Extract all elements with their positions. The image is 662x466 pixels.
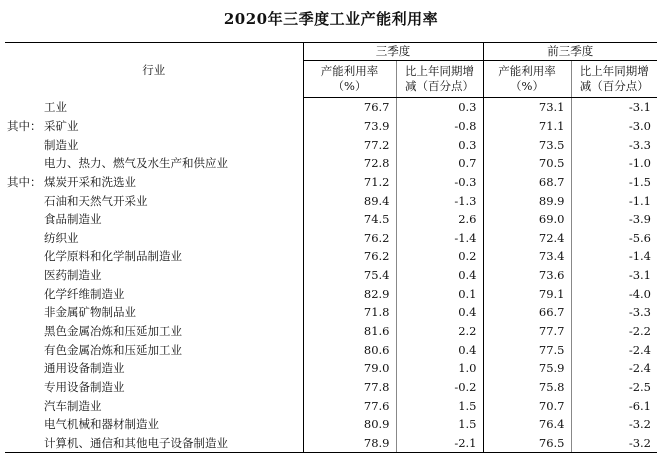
q3-rate-cell: 81.6 xyxy=(303,322,396,341)
industry-name: 汽车制造业 xyxy=(44,398,102,413)
q3-change-cell: 1.0 xyxy=(396,359,483,378)
ytd-change-cell: -3.2 xyxy=(571,434,657,453)
industry-cell xyxy=(5,135,303,154)
industry-cell xyxy=(5,98,303,117)
table-row xyxy=(5,247,657,266)
industry-cell xyxy=(5,154,303,173)
q3-rate-cell: 82.9 xyxy=(303,284,396,303)
ytd-rate-cell: 73.6 xyxy=(483,266,571,285)
ytd-change-cell: -1.0 xyxy=(571,154,657,173)
ytd-change-cell: -4.0 xyxy=(571,284,657,303)
industry-cell xyxy=(5,303,303,322)
ytd-change-cell: -3.3 xyxy=(571,303,657,322)
industry-name: 采矿业 xyxy=(44,118,79,133)
industry-cell xyxy=(5,266,303,285)
table-row xyxy=(5,322,657,341)
industry-cell xyxy=(5,434,303,453)
industry-name: 黑色金属冶炼和压延加工业 xyxy=(44,324,182,338)
table-row xyxy=(5,340,657,359)
row-prefix: 其中： xyxy=(7,118,42,133)
q3-change-cell: 1.5 xyxy=(396,396,483,415)
industry-name: 食品制造业 xyxy=(44,212,102,227)
ytd-rate-cell: 69.0 xyxy=(483,210,571,229)
industry-name: 化学原料和化学制品制造业 xyxy=(44,249,182,264)
q3-change-cell: -1.3 xyxy=(396,191,483,210)
ytd-change-cell: -2.4 xyxy=(571,340,657,359)
ytd-rate-cell: 89.9 xyxy=(483,191,571,210)
ytd-change-cell: -2.2 xyxy=(571,322,657,341)
table-row xyxy=(5,210,657,229)
table-row xyxy=(5,434,657,453)
industry-name: 纺织业 xyxy=(44,230,79,245)
ytd-rate-cell: 73.1 xyxy=(483,98,571,117)
ytd-change-cell: -1.5 xyxy=(571,173,657,192)
industry-cell xyxy=(5,340,303,359)
industry-cell xyxy=(5,117,303,136)
ytd-rate-cell: 66.7 xyxy=(483,303,571,322)
q3-change-cell: 0.1 xyxy=(396,284,483,303)
q3-rate-cell: 76.2 xyxy=(303,228,396,247)
ytd-rate-cell: 79.1 xyxy=(483,284,571,303)
industry-name: 煤炭开采和洗选业 xyxy=(44,174,136,189)
row-prefix: 其中： xyxy=(7,174,42,189)
table-row xyxy=(5,228,657,247)
table-row xyxy=(5,191,657,210)
q3-rate-cell: 73.9 xyxy=(303,117,396,136)
ytd-change-cell: -2.5 xyxy=(571,378,657,397)
ytd-change-cell: -3.9 xyxy=(571,210,657,229)
q3-change-cell: -0.2 xyxy=(396,378,483,397)
industry-name: 医药制造业 xyxy=(44,268,102,283)
ytd-period-header: 前三季度 xyxy=(483,43,657,61)
q3-rate-cell: 72.8 xyxy=(303,154,396,173)
industry-name: 制造业 xyxy=(44,137,79,152)
ytd-rate-cell: 75.8 xyxy=(483,378,571,397)
industry-name: 工业 xyxy=(44,100,67,115)
industry-name: 石油和天然气开采业 xyxy=(44,193,148,208)
q3-rate-cell: 80.6 xyxy=(303,340,396,359)
q3-change-cell: 0.4 xyxy=(396,266,483,285)
ytd-change-cell: -3.2 xyxy=(571,415,657,434)
q3-rate-cell: 75.4 xyxy=(303,266,396,285)
ytd-change-cell: -3.1 xyxy=(571,98,657,117)
q3-change-cell: 0.3 xyxy=(396,135,483,154)
q3-rate-cell: 77.2 xyxy=(303,135,396,154)
industry-cell xyxy=(5,396,303,415)
industry-cell xyxy=(5,322,303,341)
q3-rate-cell: 71.2 xyxy=(303,173,396,192)
table-row xyxy=(5,135,657,154)
q3-rate-cell: 78.9 xyxy=(303,434,396,453)
q3-change-cell: 1.5 xyxy=(396,415,483,434)
q3-change-cell: -2.1 xyxy=(396,434,483,453)
q3-rate-cell: 76.2 xyxy=(303,247,396,266)
ytd-rate-cell: 77.5 xyxy=(483,340,571,359)
q3-rate-cell: 77.6 xyxy=(303,396,396,415)
ytd-rate-cell: 71.1 xyxy=(483,117,571,136)
table-row xyxy=(5,415,657,434)
ytd-change-cell: -6.1 xyxy=(571,396,657,415)
ytd-rate-cell: 75.9 xyxy=(483,359,571,378)
ytd-rate-header: 产能利用率 （%） xyxy=(483,61,571,98)
industry-name: 非金属矿物制品业 xyxy=(44,305,136,320)
industry-name: 电气机械和器材制造业 xyxy=(44,417,159,432)
table-row xyxy=(5,396,657,415)
q3-change-cell: 0.7 xyxy=(396,154,483,173)
q3-rate-header: 产能利用率 （%） xyxy=(303,61,396,98)
industry-name: 有色金属冶炼和压延加工业 xyxy=(44,342,182,357)
industry-cell xyxy=(5,284,303,303)
industry-name: 电力、热力、燃气及水生产和供应业 xyxy=(44,156,228,171)
ytd-rate-cell: 73.5 xyxy=(483,135,571,154)
ytd-change-cell: -3.0 xyxy=(571,117,657,136)
ytd-rate-cell: 76.4 xyxy=(483,415,571,434)
industry-cell xyxy=(5,415,303,434)
industry-cell xyxy=(5,247,303,266)
q3-change-cell: 0.4 xyxy=(396,340,483,359)
ytd-rate-cell: 70.7 xyxy=(483,396,571,415)
ytd-change-cell: -3.3 xyxy=(571,135,657,154)
q3-rate-cell: 89.4 xyxy=(303,191,396,210)
table-row xyxy=(5,303,657,322)
industry-cell xyxy=(5,210,303,229)
ytd-rate-cell: 73.4 xyxy=(483,247,571,266)
table-row xyxy=(5,266,657,285)
table-row xyxy=(5,173,657,192)
q3-change-cell: -0.3 xyxy=(396,173,483,192)
ytd-change-cell: -3.1 xyxy=(571,266,657,285)
ytd-change-cell: -2.4 xyxy=(571,359,657,378)
table-row xyxy=(5,154,657,173)
q3-change-cell: 0.2 xyxy=(396,247,483,266)
industry-cell xyxy=(5,228,303,247)
q3-change-cell: 0.3 xyxy=(396,98,483,117)
industry-cell xyxy=(5,173,303,192)
industry-name: 化学纤维制造业 xyxy=(44,286,125,301)
q3-rate-cell: 74.5 xyxy=(303,210,396,229)
q3-period-header: 三季度 xyxy=(303,43,483,61)
table-row xyxy=(5,378,657,397)
q3-change-cell: 0.4 xyxy=(396,303,483,322)
table-row xyxy=(5,98,657,117)
industry-name: 计算机、通信和其他电子设备制造业 xyxy=(44,435,228,450)
table-row xyxy=(5,284,657,303)
q3-change-header: 比上年同期增 减（百分点） xyxy=(396,61,483,98)
ytd-change-header: 比上年同期增 减（百分点） xyxy=(571,61,657,98)
ytd-rate-cell: 68.7 xyxy=(483,173,571,192)
ytd-change-cell: -1.4 xyxy=(571,247,657,266)
industry-name: 通用设备制造业 xyxy=(44,361,125,376)
table-body xyxy=(5,98,657,453)
q3-rate-cell: 71.8 xyxy=(303,303,396,322)
ytd-rate-cell: 77.7 xyxy=(483,322,571,341)
ytd-rate-cell: 76.5 xyxy=(483,434,571,453)
industry-cell xyxy=(5,359,303,378)
ytd-change-cell: -5.6 xyxy=(571,228,657,247)
q3-change-cell: -1.4 xyxy=(396,228,483,247)
industry-cell xyxy=(5,378,303,397)
q3-change-cell: 2.2 xyxy=(396,322,483,341)
q3-rate-cell: 76.7 xyxy=(303,98,396,117)
ytd-change-cell: -1.1 xyxy=(571,191,657,210)
ytd-rate-cell: 70.5 xyxy=(483,154,571,173)
q3-change-cell: 2.6 xyxy=(396,210,483,229)
table-row xyxy=(5,359,657,378)
q3-rate-cell: 77.8 xyxy=(303,378,396,397)
capacity-utilization-table xyxy=(5,42,657,453)
q3-change-cell: -0.8 xyxy=(396,117,483,136)
table-title: 2020年三季度工业产能利用率 xyxy=(223,10,439,28)
q3-rate-cell: 80.9 xyxy=(303,415,396,434)
industry-cell xyxy=(5,191,303,210)
industry-header: 行业 xyxy=(5,43,303,98)
q3-rate-cell: 79.0 xyxy=(303,359,396,378)
industry-name: 专用设备制造业 xyxy=(44,379,125,394)
table-row xyxy=(5,117,657,136)
ytd-rate-cell: 72.4 xyxy=(483,228,571,247)
